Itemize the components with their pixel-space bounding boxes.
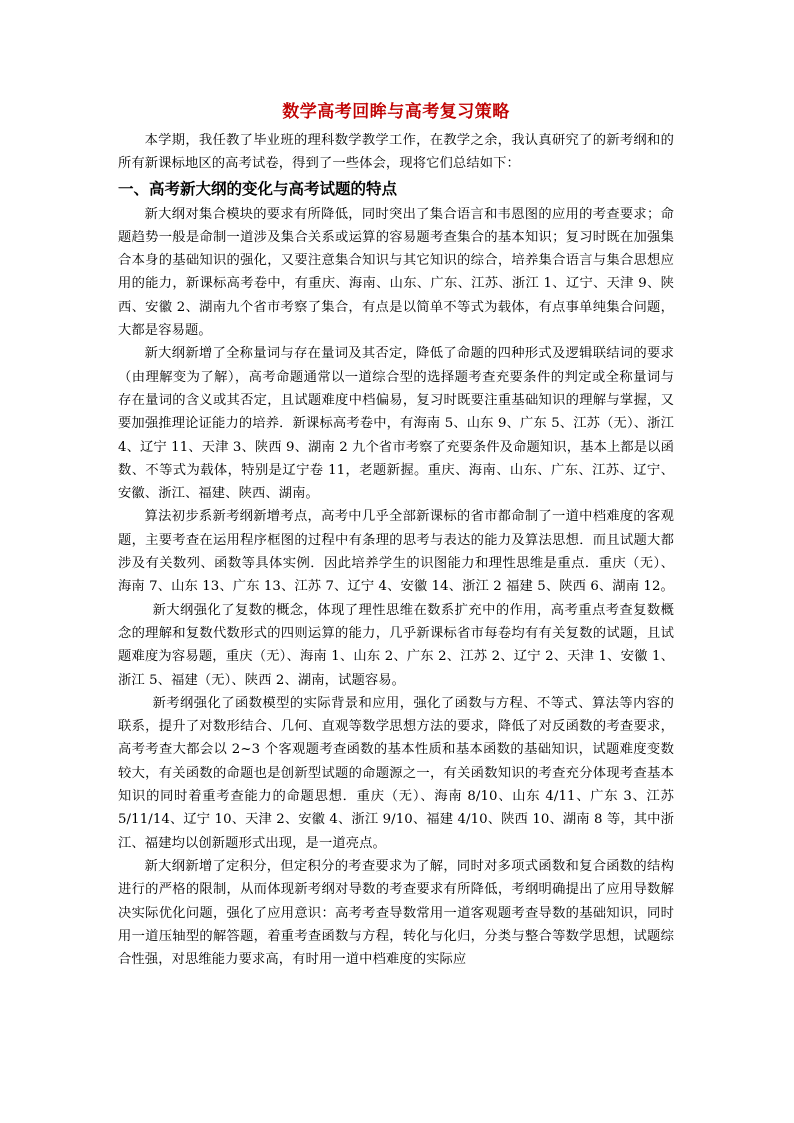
paragraph-calculus: 新大纲新增了定积分，但定积分的考查要求为了解，同时对多项式函数和复合函数的结构进行的严格的限制，从而体现新考纲对导数的考查要求有所降低，考纲明确提出了应用导数解决实际优化问题，强化了应用意识：高考考查导数常用一道客观题考查导数的基础知识，同时用一道压轴型的解答题，着重考查函数与方程，转化与化归，分类与整合等数学思想，试题综合性强，对思维能力要求高，有时用一道中档难度的实际应 xyxy=(118,858,674,968)
paragraph-functions: 新考纲强化了函数模型的实际背景和应用，强化了函数与方程、不等式、算法等内容的联系，提升了对数形结合、几何、直观等数学思想方法的要求，降低了对反函数的考查要求，高考考查大都会以 2~3 个客观题考查函数的基本性质和基本函数的基础知识，试题难度变数较大，有关函数的命题也是创新型试题的命题源之一，有关函数知识的考查充分体现考查基本知识的同时着重考查能力的命题思想．重庆（无）、海南 8/10、山东 4/11、广东 3、江苏 5/11/14、辽宁 10、天津 2、安徽 4、浙江 9/10、福建 4/10、陕西 10、湖南 8 等，其中浙江、福建均以创新题形式出现，是一道亮点。 xyxy=(118,695,674,851)
document-title: 数学高考回眸与高考复习策略 xyxy=(282,102,510,122)
intro-paragraph: 本学期，我任教了毕业班的理科数学教学工作，在教学之余，我认真研究了的新考纲和的所有新课标地区的高考试卷，得到了一些体会，现将它们总结如下： xyxy=(118,133,674,172)
document-page xyxy=(118,100,674,971)
paragraph-complex-numbers: 新大纲强化了复数的概念，体现了理性思维在数系扩充中的作用，高考重点考查复数概念的理解和复数代数形式的四则运算的能力，几乎新课标省市每卷均有有关复数的试题，且试题难度为容易题，重庆（无）、海南 1、山东 2、广东 2、江苏 2、辽宁 2、天津 1、安徽 1、浙江 5、福建（无）、陕西 2、湖南，试题容易。 xyxy=(118,602,674,688)
paragraph-sets: 新大纲对集合模块的要求有所降低，同时突出了集合语言和韦恩图的应用的考查要求；命题趋势一般是命制一道涉及集合关系或运算的容易题考查集合的基本知识；复习时既在加强集合本身的基础知识的强化，又要注意集合知识与其它知识的综合，培养集合语言与集合思想应用的能力，新课标高考卷中，有重庆、海南、山东、广东、江苏、浙江 1、辽宁、天津 9、陕西、安徽 2、湖南九个省市考察了集合，有点是以简单不等式为载体，有点事单纯集合问题，大都是容易题。 xyxy=(118,206,674,339)
paragraph-algorithms: 算法初步系新考纲新增考点，高考中几乎全部新课标的省市都命制了一道中档难度的客观题，主要考查在运用程序框图的过程中有条理的思考与表达的能力及算法思想．而且试题大都涉及有关数列、函数等具体实例．因此培养学生的识图能力和理性思维是重点．重庆（无）、海南 7、山东 13、广东 13、江苏 7、辽宁 4、安徽 14、浙江 2 福建 5、陕西 6、湖南 12。 xyxy=(118,509,674,595)
section-heading: 一、高考新大纲的变化与高考试题的特点 xyxy=(118,178,398,198)
paragraph-logic: 新大纲新增了全称量词与存在量词及其否定，降低了命题的四种形式及逻辑联结词的要求（由理解变为了解），高考命题通常以一道综合型的选择题考查充要条件的判定或全称量词与存在量词的含义或其否定，且试题难度中档偏易，复习时既要注重基础知识的理解与掌握，又要加强推理论证能力的培养．新课标高考卷中，有海南 5、山东 9、广东 5、江苏（无）、浙江 4、辽宁 11、天津 3、陕西 9、湖南 2 九个省市考察了充要条件及命题知识，基本上都是以函数、不等式为载体，特别是辽宁卷 11，老题新握。重庆、海南、山东、广东、江苏、辽宁、安徽、浙江、福建、陕西、湖南。 xyxy=(118,346,674,502)
